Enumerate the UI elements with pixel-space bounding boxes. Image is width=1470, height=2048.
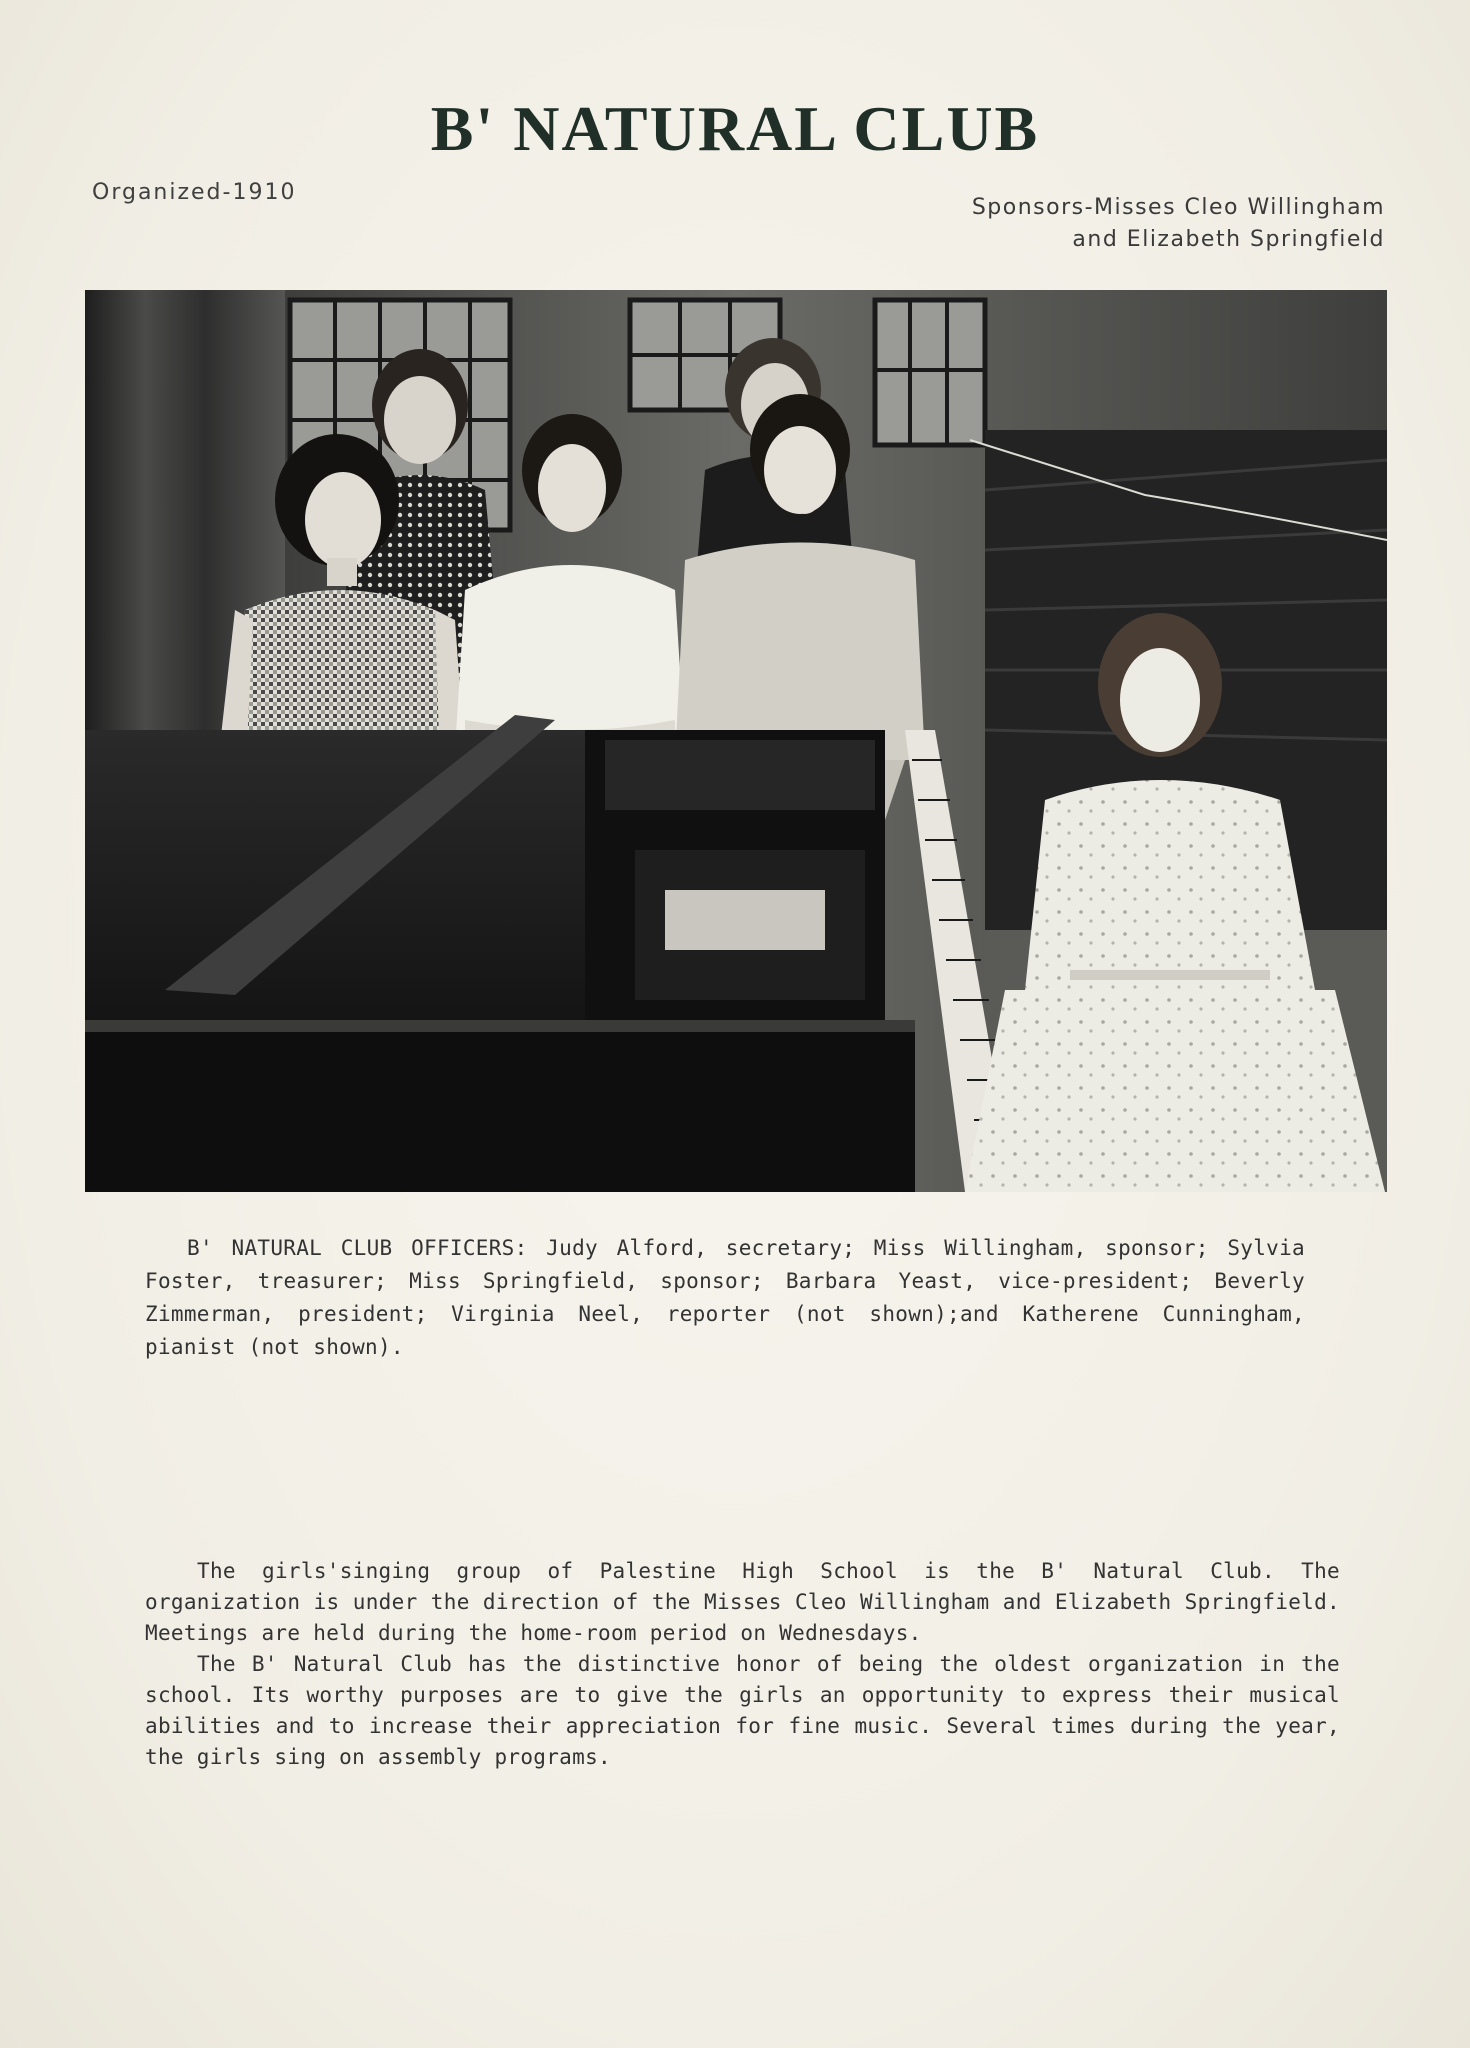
group-photo-illustration [85,290,1387,1192]
page-title: B' NATURAL CLUB [430,93,1040,164]
organized-date: Organized-1910 [92,180,297,205]
article-paragraph-1: The girls'singing group of Palestine High School is the B' Natural Club. The organization is under the direction of the Misses Cleo Willingham and Elizabeth Springfield. Meetings are held during the home-room period on Wednesdays. [145,1559,1340,1645]
photo-caption: B' NATURAL CLUB OFFICERS: Judy Alford, secretary; Miss Willingham, sponsor; Sylvia Foster, treasurer; Miss Springfield, sponsor; Barbara Yeast, vice-president; Beverly Zimmerman, president; Virginia Neel, reporter (not shown);and Katherene Cunningham, pianist (not shown). [145,1236,1305,1359]
article-paragraph-2: The B' Natural Club has the distinctive honor of being the oldest organization in the school. Its worthy purposes are to give the girls an opportunity to express their musical abilities and to increase their appreciation for fine music. Several times during the year, the girls sing on assembly programs. [145,1652,1340,1769]
sponsors-text [972,192,1385,256]
sponsors-line-2: and Elizabeth Springfield [1072,227,1385,252]
sponsors-line-1: Sponsors-Misses Cleo Willingham [971,195,1385,220]
group-photo [85,290,1387,1192]
article-body [145,1556,1340,1773]
